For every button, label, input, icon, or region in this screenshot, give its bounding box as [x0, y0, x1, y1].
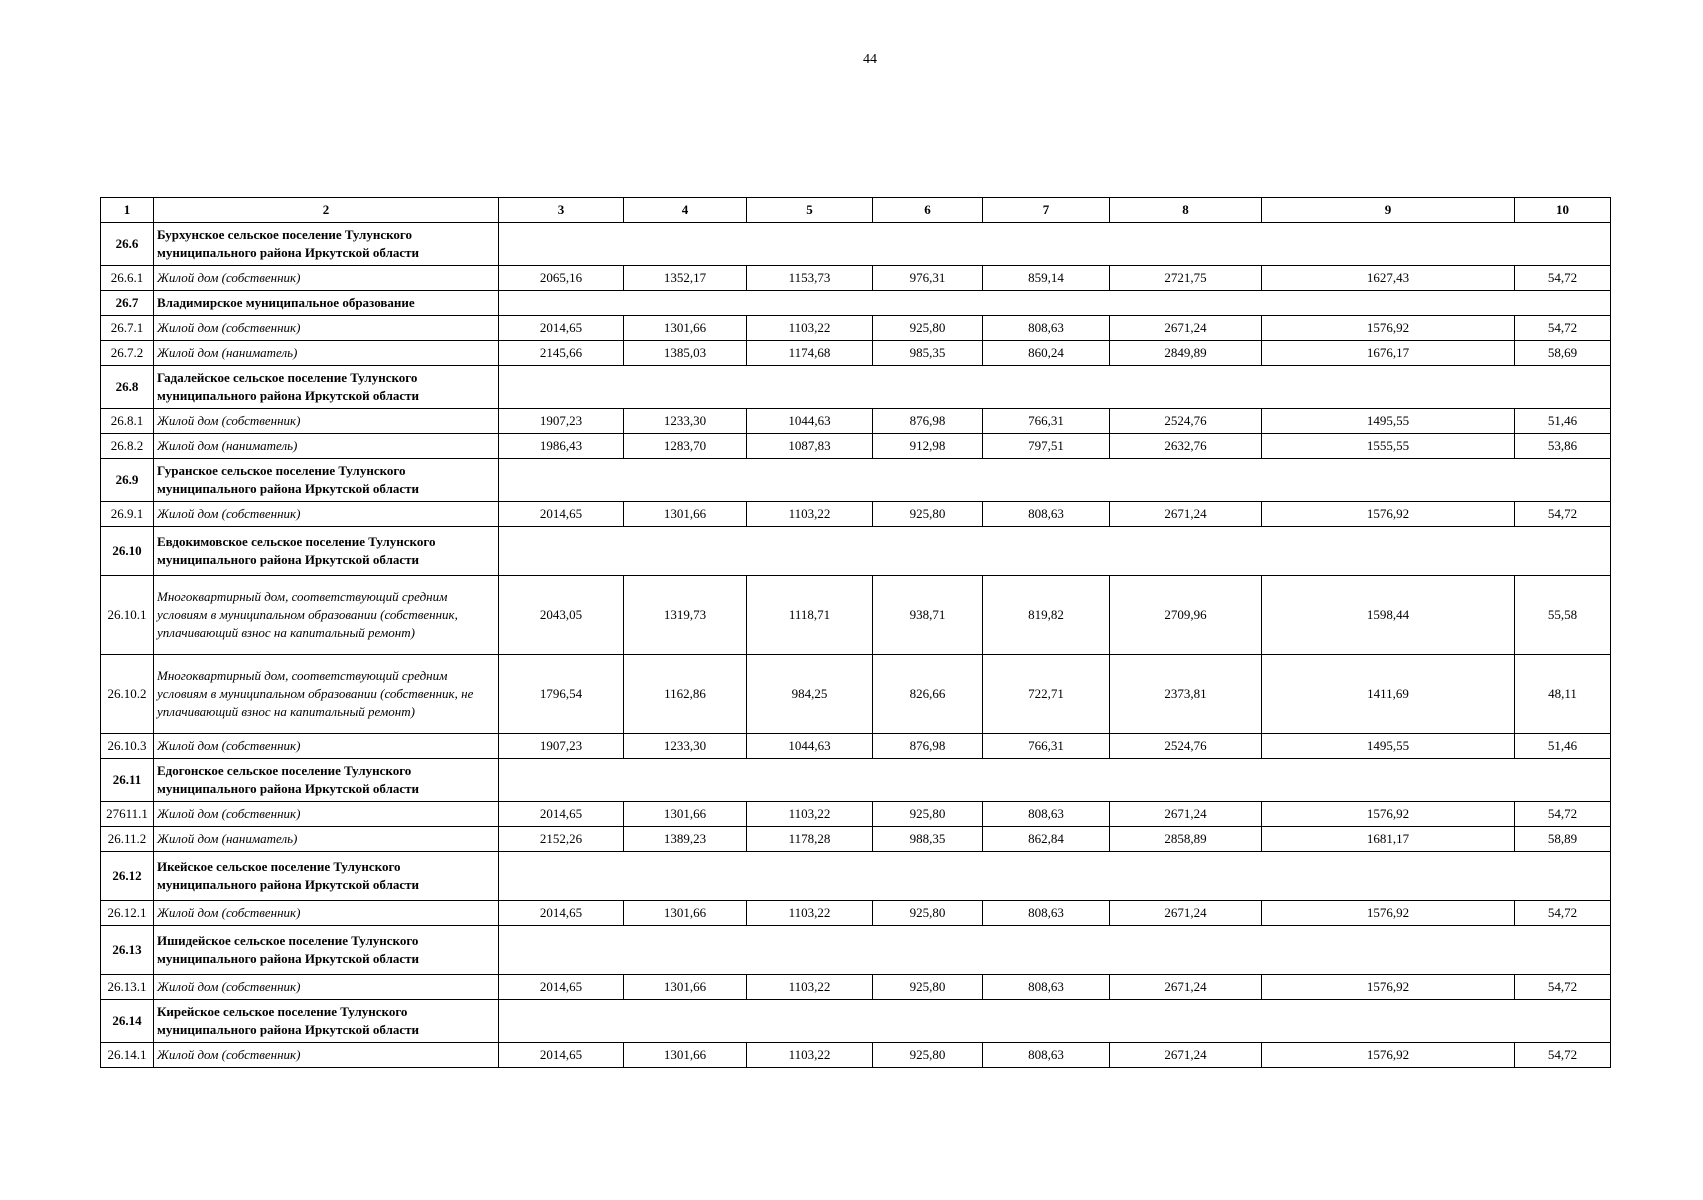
value-cell: 2858,89	[1110, 827, 1262, 852]
value-cell: 1301,66	[624, 975, 747, 1000]
header-cell: 2	[154, 198, 499, 223]
section-code: 26.12	[101, 852, 154, 901]
value-cell: 808,63	[983, 1043, 1110, 1068]
value-cell: 925,80	[873, 901, 983, 926]
value-cell: 1103,22	[747, 901, 873, 926]
value-cell: 2671,24	[1110, 1043, 1262, 1068]
value-cell: 1385,03	[624, 341, 747, 366]
row-title: Жилой дом (собственник)	[154, 502, 499, 527]
value-cell: 808,63	[983, 502, 1110, 527]
section-code: 26.13	[101, 926, 154, 975]
row-code: 26.10.1	[101, 576, 154, 655]
value-cell: 2524,76	[1110, 409, 1262, 434]
value-cell: 2373,81	[1110, 655, 1262, 734]
row-title: Жилой дом (собственник)	[154, 901, 499, 926]
section-row	[101, 926, 1611, 975]
value-cell: 1283,70	[624, 434, 747, 459]
value-cell: 862,84	[983, 827, 1110, 852]
value-cell: 1153,73	[747, 266, 873, 291]
table-body	[101, 223, 1611, 1068]
value-cell: 808,63	[983, 975, 1110, 1000]
value-cell: 51,46	[1515, 409, 1611, 434]
value-cell: 859,14	[983, 266, 1110, 291]
value-cell: 925,80	[873, 802, 983, 827]
value-cell: 1319,73	[624, 576, 747, 655]
table-row	[101, 975, 1611, 1000]
section-title: Икейское сельское поселение Тулунского муниципального района Иркутской области	[154, 852, 499, 901]
section-title: Кирейское сельское поселение Тулунского муниципального района Иркутской области	[154, 1000, 499, 1043]
value-cell: 925,80	[873, 1043, 983, 1068]
value-cell: 722,71	[983, 655, 1110, 734]
value-cell: 1178,28	[747, 827, 873, 852]
section-title: Гуранское сельское поселение Тулунского муниципального района Иркутской области	[154, 459, 499, 502]
table-row	[101, 655, 1611, 734]
section-code: 26.7	[101, 291, 154, 316]
value-cell: 766,31	[983, 734, 1110, 759]
row-code: 26.8.2	[101, 434, 154, 459]
table-row	[101, 502, 1611, 527]
row-code: 26.13.1	[101, 975, 154, 1000]
section-spacer	[499, 291, 1611, 316]
row-code: 26.9.1	[101, 502, 154, 527]
value-cell: 2014,65	[499, 502, 624, 527]
section-spacer	[499, 852, 1611, 901]
value-cell: 2043,05	[499, 576, 624, 655]
value-cell: 1907,23	[499, 734, 624, 759]
row-title: Жилой дом (собственник)	[154, 802, 499, 827]
value-cell: 54,72	[1515, 802, 1611, 827]
value-cell: 1576,92	[1262, 802, 1515, 827]
value-cell: 1576,92	[1262, 502, 1515, 527]
row-title: Жилой дом (собственник)	[154, 734, 499, 759]
value-cell: 808,63	[983, 316, 1110, 341]
value-cell: 1301,66	[624, 1043, 747, 1068]
section-row	[101, 1000, 1611, 1043]
header-row	[101, 198, 1611, 223]
value-cell: 1174,68	[747, 341, 873, 366]
row-title: Жилой дом (собственник)	[154, 1043, 499, 1068]
value-cell: 925,80	[873, 502, 983, 527]
row-code: 26.11.2	[101, 827, 154, 852]
value-cell: 2671,24	[1110, 901, 1262, 926]
value-cell: 1103,22	[747, 502, 873, 527]
section-spacer	[499, 1000, 1611, 1043]
value-cell: 1907,23	[499, 409, 624, 434]
value-cell: 51,46	[1515, 734, 1611, 759]
value-cell: 1681,17	[1262, 827, 1515, 852]
value-cell: 2152,26	[499, 827, 624, 852]
value-cell: 2671,24	[1110, 802, 1262, 827]
page-number: 44	[863, 52, 877, 67]
value-cell: 55,58	[1515, 576, 1611, 655]
value-cell: 1627,43	[1262, 266, 1515, 291]
table-row	[101, 901, 1611, 926]
section-row	[101, 223, 1611, 266]
value-cell: 1301,66	[624, 802, 747, 827]
value-cell: 938,71	[873, 576, 983, 655]
row-code: 26.10.2	[101, 655, 154, 734]
value-cell: 54,72	[1515, 1043, 1611, 1068]
section-spacer	[499, 759, 1611, 802]
header-cell: 10	[1515, 198, 1611, 223]
value-cell: 1044,63	[747, 409, 873, 434]
value-cell: 985,35	[873, 341, 983, 366]
table-row	[101, 734, 1611, 759]
section-title: Владимирское муниципальное образование	[154, 291, 499, 316]
value-cell: 54,72	[1515, 901, 1611, 926]
value-cell: 860,24	[983, 341, 1110, 366]
value-cell: 1103,22	[747, 316, 873, 341]
value-cell: 766,31	[983, 409, 1110, 434]
value-cell: 1598,44	[1262, 576, 1515, 655]
row-title: Жилой дом (наниматель)	[154, 434, 499, 459]
table-row	[101, 266, 1611, 291]
value-cell: 2524,76	[1110, 734, 1262, 759]
value-cell: 988,35	[873, 827, 983, 852]
header-cell: 1	[101, 198, 154, 223]
value-cell: 54,72	[1515, 975, 1611, 1000]
table-row	[101, 316, 1611, 341]
section-row	[101, 852, 1611, 901]
section-spacer	[499, 926, 1611, 975]
row-title: Жилой дом (собственник)	[154, 975, 499, 1000]
section-code: 26.6	[101, 223, 154, 266]
row-code: 26.14.1	[101, 1043, 154, 1068]
value-cell: 1576,92	[1262, 316, 1515, 341]
value-cell: 925,80	[873, 975, 983, 1000]
value-cell: 1103,22	[747, 1043, 873, 1068]
header-cell: 4	[624, 198, 747, 223]
row-code: 26.7.1	[101, 316, 154, 341]
value-cell: 2014,65	[499, 901, 624, 926]
header-cell: 5	[747, 198, 873, 223]
value-cell: 1087,83	[747, 434, 873, 459]
value-cell: 1495,55	[1262, 409, 1515, 434]
value-cell: 1495,55	[1262, 734, 1515, 759]
value-cell: 826,66	[873, 655, 983, 734]
table-row	[101, 1043, 1611, 1068]
row-title: Жилой дом (наниматель)	[154, 341, 499, 366]
header-cell: 9	[1262, 198, 1515, 223]
section-title: Едогонское сельское поселение Тулунского муниципального района Иркутской области	[154, 759, 499, 802]
value-cell: 1301,66	[624, 901, 747, 926]
value-cell: 58,69	[1515, 341, 1611, 366]
value-cell: 53,86	[1515, 434, 1611, 459]
value-cell: 2721,75	[1110, 266, 1262, 291]
row-title: Жилой дом (собственник)	[154, 266, 499, 291]
section-spacer	[499, 527, 1611, 576]
value-cell: 1796,54	[499, 655, 624, 734]
value-cell: 1103,22	[747, 975, 873, 1000]
value-cell: 1162,86	[624, 655, 747, 734]
value-cell: 2632,76	[1110, 434, 1262, 459]
value-cell: 976,31	[873, 266, 983, 291]
value-cell: 1576,92	[1262, 901, 1515, 926]
section-code: 26.11	[101, 759, 154, 802]
table-row	[101, 434, 1611, 459]
value-cell: 1676,17	[1262, 341, 1515, 366]
header-cell: 7	[983, 198, 1110, 223]
table-row	[101, 341, 1611, 366]
value-cell: 48,11	[1515, 655, 1611, 734]
row-code: 26.8.1	[101, 409, 154, 434]
value-cell: 1301,66	[624, 316, 747, 341]
header-cell: 8	[1110, 198, 1262, 223]
value-cell: 984,25	[747, 655, 873, 734]
value-cell: 1411,69	[1262, 655, 1515, 734]
value-cell: 1389,23	[624, 827, 747, 852]
row-code: 26.10.3	[101, 734, 154, 759]
section-code: 26.9	[101, 459, 154, 502]
tariff-table	[100, 197, 1611, 1068]
value-cell: 1986,43	[499, 434, 624, 459]
section-row	[101, 459, 1611, 502]
row-code: 26.12.1	[101, 901, 154, 926]
value-cell: 1555,55	[1262, 434, 1515, 459]
value-cell: 1044,63	[747, 734, 873, 759]
row-title: Жилой дом (наниматель)	[154, 827, 499, 852]
section-title: Евдокимовское сельское поселение Тулунского муниципального района Иркутской области	[154, 527, 499, 576]
value-cell: 2014,65	[499, 975, 624, 1000]
value-cell: 58,89	[1515, 827, 1611, 852]
table-row	[101, 802, 1611, 827]
section-spacer	[499, 459, 1611, 502]
value-cell: 876,98	[873, 409, 983, 434]
value-cell: 925,80	[873, 316, 983, 341]
section-code: 26.8	[101, 366, 154, 409]
value-cell: 876,98	[873, 734, 983, 759]
section-spacer	[499, 223, 1611, 266]
value-cell: 1118,71	[747, 576, 873, 655]
section-row	[101, 291, 1611, 316]
value-cell: 808,63	[983, 802, 1110, 827]
value-cell: 54,72	[1515, 502, 1611, 527]
value-cell: 54,72	[1515, 266, 1611, 291]
header-cell: 6	[873, 198, 983, 223]
value-cell: 1576,92	[1262, 975, 1515, 1000]
value-cell: 2014,65	[499, 316, 624, 341]
value-cell: 1233,30	[624, 734, 747, 759]
row-code: 26.6.1	[101, 266, 154, 291]
row-title: Жилой дом (собственник)	[154, 316, 499, 341]
value-cell: 2671,24	[1110, 502, 1262, 527]
section-title: Бурхунское сельское поселение Тулунского муниципального района Иркутской области	[154, 223, 499, 266]
value-cell: 54,72	[1515, 316, 1611, 341]
value-cell: 912,98	[873, 434, 983, 459]
section-row	[101, 759, 1611, 802]
value-cell: 1576,92	[1262, 1043, 1515, 1068]
value-cell: 819,82	[983, 576, 1110, 655]
row-title: Многоквартирный дом, соответствующий средним условиям в муниципальном образовании (собственник, не уплачивающий взнос на капитальный ремонт)	[154, 655, 499, 734]
row-title: Жилой дом (собственник)	[154, 409, 499, 434]
section-row	[101, 366, 1611, 409]
table-row	[101, 827, 1611, 852]
header-cell: 3	[499, 198, 624, 223]
section-title: Ишидейское сельское поселение Тулунского муниципального района Иркутской области	[154, 926, 499, 975]
row-code: 26.7.2	[101, 341, 154, 366]
value-cell: 1103,22	[747, 802, 873, 827]
value-cell: 2709,96	[1110, 576, 1262, 655]
value-cell: 1352,17	[624, 266, 747, 291]
value-cell: 1233,30	[624, 409, 747, 434]
value-cell: 2671,24	[1110, 316, 1262, 341]
table-row	[101, 576, 1611, 655]
value-cell: 808,63	[983, 901, 1110, 926]
value-cell: 1301,66	[624, 502, 747, 527]
row-code: 27611.1	[101, 802, 154, 827]
value-cell: 2014,65	[499, 1043, 624, 1068]
value-cell: 2849,89	[1110, 341, 1262, 366]
value-cell: 797,51	[983, 434, 1110, 459]
row-title: Многоквартирный дом, соответствующий средним условиям в муниципальном образовании (собственник, уплачивающий взнос на капитальный ремонт)	[154, 576, 499, 655]
section-title: Гадалейское сельское поселение Тулунского муниципального района Иркутской области	[154, 366, 499, 409]
section-code: 26.14	[101, 1000, 154, 1043]
section-code: 26.10	[101, 527, 154, 576]
value-cell: 2065,16	[499, 266, 624, 291]
section-row	[101, 527, 1611, 576]
table-row	[101, 409, 1611, 434]
value-cell: 2671,24	[1110, 975, 1262, 1000]
value-cell: 2014,65	[499, 802, 624, 827]
value-cell: 2145,66	[499, 341, 624, 366]
section-spacer	[499, 366, 1611, 409]
